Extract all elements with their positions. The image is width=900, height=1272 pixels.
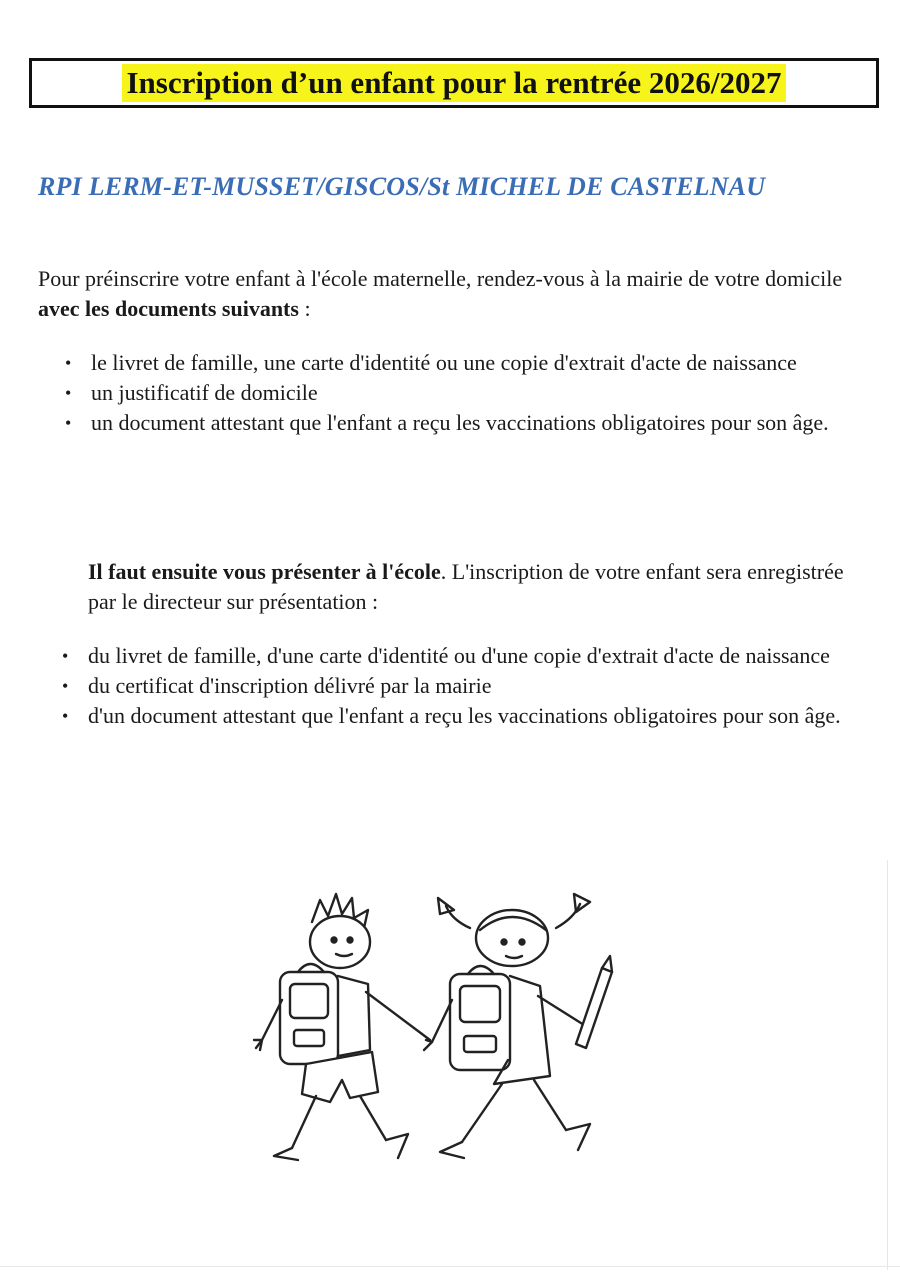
- title-box: [29, 58, 879, 108]
- list-item: • un justificatif de domicile: [65, 378, 865, 408]
- list-item: • le livret de famille, une carte d'identité ou une copie d'extrait d'acte de naissance: [65, 348, 865, 378]
- school-paragraph: [88, 557, 868, 617]
- intro-text: Pour préinscrire votre enfant à l'école maternelle, rendez-vous à la mairie de votre domicile: [38, 266, 843, 291]
- intro-bold: avec les documents suivants: [38, 296, 299, 321]
- boy-figure: [254, 894, 430, 1160]
- intro-paragraph: [38, 264, 868, 324]
- school-text: . L'inscription de votre enfant sera enregistrée par le directeur sur présentation :: [88, 559, 844, 614]
- children-illustration: [240, 880, 640, 1180]
- girl-figure: [424, 894, 612, 1158]
- school-documents-list: [62, 641, 867, 731]
- scan-bottom-line: [0, 1266, 900, 1267]
- list-item: • du livret de famille, d'une carte d'identité ou d'une copie d'extrait d'acte de naissance: [62, 641, 867, 671]
- list-item: • du certificat d'inscription délivré par la mairie: [62, 671, 867, 701]
- mairie-documents-list: [65, 348, 865, 438]
- intro-text-end: :: [298, 296, 311, 321]
- school-subtitle: RPI LERM-ET-MUSSET/GISCOS/St MICHEL DE CASTELNAU: [38, 172, 766, 201]
- school-bold: Il faut ensuite vous présenter à l'école: [88, 559, 441, 584]
- list-item: • d'un document attestant que l'enfant a reçu les vaccinations obligatoires pour son âge.: [62, 701, 867, 731]
- list-item: • un document attestant que l'enfant a reçu les vaccinations obligatoires pour son âge.: [65, 408, 865, 438]
- page-title: Inscription d’un enfant pour la rentrée 2026/2027: [122, 64, 785, 102]
- scan-edge-line: [887, 860, 888, 1270]
